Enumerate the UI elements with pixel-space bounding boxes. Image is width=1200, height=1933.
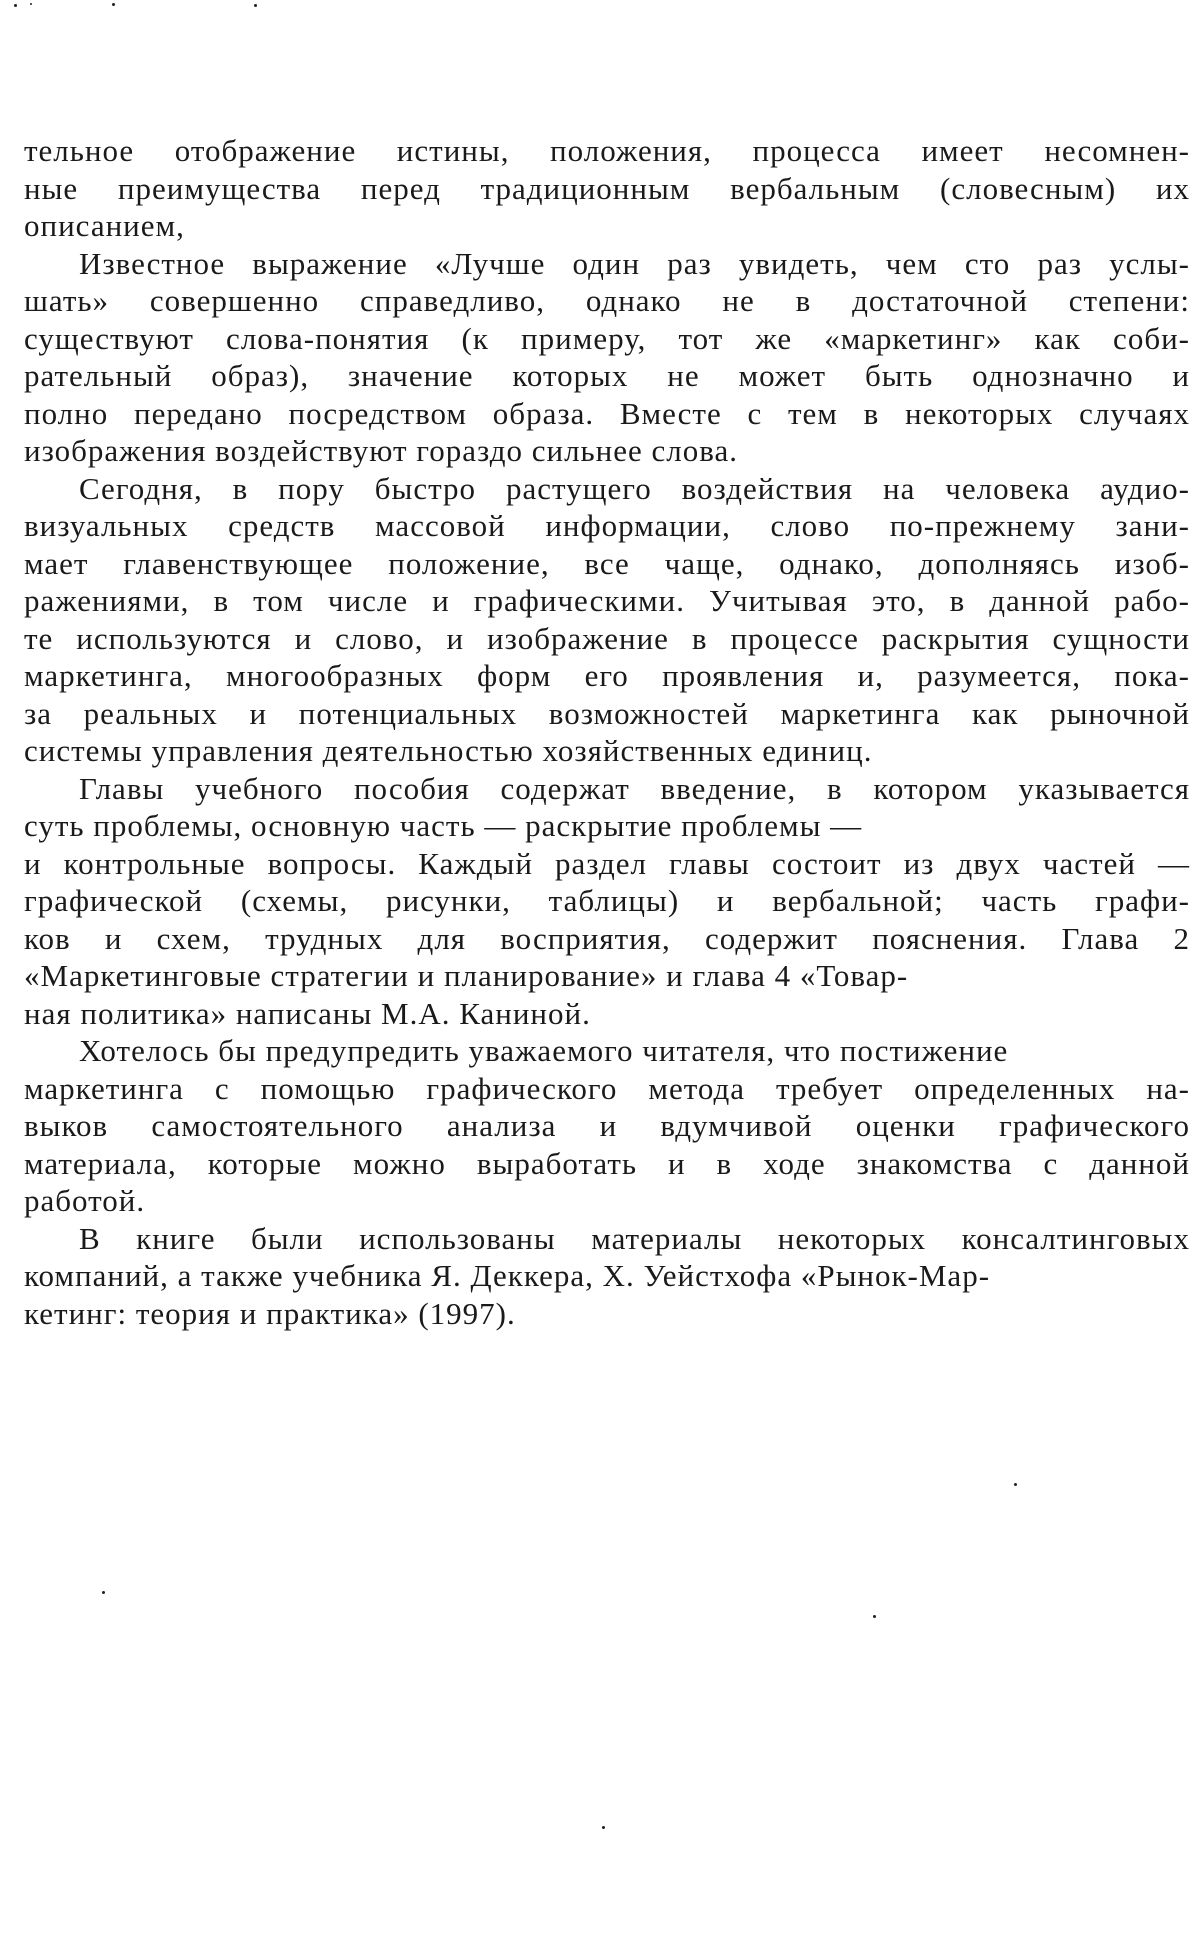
text-line: шать» совершенно справедливо, однако не в достаточной степени: xyxy=(24,283,1190,318)
scan-speck xyxy=(602,1826,605,1829)
text-line: рательный образ), значение которых не может быть однозначно и xyxy=(24,358,1190,393)
scan-speck xyxy=(14,4,17,7)
text-line: и контрольные вопросы. Каждый раздел главы состоит из двух частей — xyxy=(24,845,1190,881)
text-line: компаний, а также учебника Я. Деккера, Х. Уейстхофа «Рынок-Мар- xyxy=(24,1258,991,1293)
text-line: материала, которые можно выработать и в ходе знакомства с данной xyxy=(24,1145,1190,1181)
text-line: полно передано посредством образа. Вместе с тем в некоторых случаях xyxy=(24,395,1190,431)
text-line: маркетинга, многообразных форм его проявления и, разумеется, пока- xyxy=(24,658,1190,693)
text-line: ные преимущества перед традиционным вербальным (словесным) их xyxy=(24,170,1190,206)
scan-speck xyxy=(112,3,115,6)
text-line: работой. xyxy=(24,1183,146,1218)
text-line: за реальных и потенциальных возможностей маркетинга как рыночной xyxy=(24,695,1190,731)
text-line: В книге были использованы материалы некоторых консалтинговых xyxy=(79,1220,1190,1256)
text-line: мает главенствующее положение, все чаще, однако, дополняясь изоб- xyxy=(24,545,1190,581)
text-line: Известное выражение «Лучше один раз увидеть, чем сто раз услы- xyxy=(79,245,1190,281)
text-line: те используются и слово, и изображение в процессе раскрытия сущности xyxy=(24,620,1190,656)
text-line: Хотелось бы предупредить уважаемого читателя, что постижение xyxy=(79,1033,1009,1068)
text-line: системы управления деятельностью хозяйственных единиц. xyxy=(24,733,873,768)
scan-speck xyxy=(102,1591,105,1594)
text-line: ражениями, в том числе и графическими. Учитывая это, в данной рабо- xyxy=(24,583,1190,618)
text-line: изображения воздействуют гораздо сильнее слова. xyxy=(24,433,738,468)
text-line: Главы учебного пособия содержат введение, в котором указывается xyxy=(79,770,1190,806)
text-line: визуальных средств массовой информации, слово по-прежнему зани- xyxy=(24,508,1190,543)
text-line: выков самостоятельного анализа и вдумчивой оценки графического xyxy=(24,1108,1190,1143)
text-line: графической (схемы, рисунки, таблицы) и вербальной; часть графи- xyxy=(24,883,1190,918)
text-line: кетинг: теория и практика» (1997). xyxy=(24,1295,516,1331)
scan-speck xyxy=(1014,1483,1017,1486)
text-line: описанием, xyxy=(24,208,185,243)
text-line: тельное отображение истины, положения, процесса имеет несомнен- xyxy=(24,133,1190,168)
text-line: «Маркетинговые стратегии и планирование» и глава 4 «Товар- xyxy=(24,958,909,993)
scan-speck xyxy=(254,4,257,7)
scan-speck xyxy=(30,3,32,5)
text-line: суть проблемы, основную часть — раскрытие проблемы — xyxy=(24,808,863,843)
text-line: ная политика» написаны М.А. Каниной. xyxy=(24,995,591,1031)
text-line: маркетинга с помощью графического метода требует определенных на- xyxy=(24,1070,1190,1106)
scan-speck xyxy=(873,1615,876,1618)
text-line: Сегодня, в пору быстро растущего воздействия на человека аудио- xyxy=(79,470,1190,506)
text-line: ков и схем, трудных для восприятия, содержит пояснения. Глава 2 xyxy=(24,920,1190,956)
text-line: существуют слова-понятия (к примеру, тот же «маркетинг» как соби- xyxy=(24,320,1190,356)
body-text xyxy=(24,132,1190,1332)
